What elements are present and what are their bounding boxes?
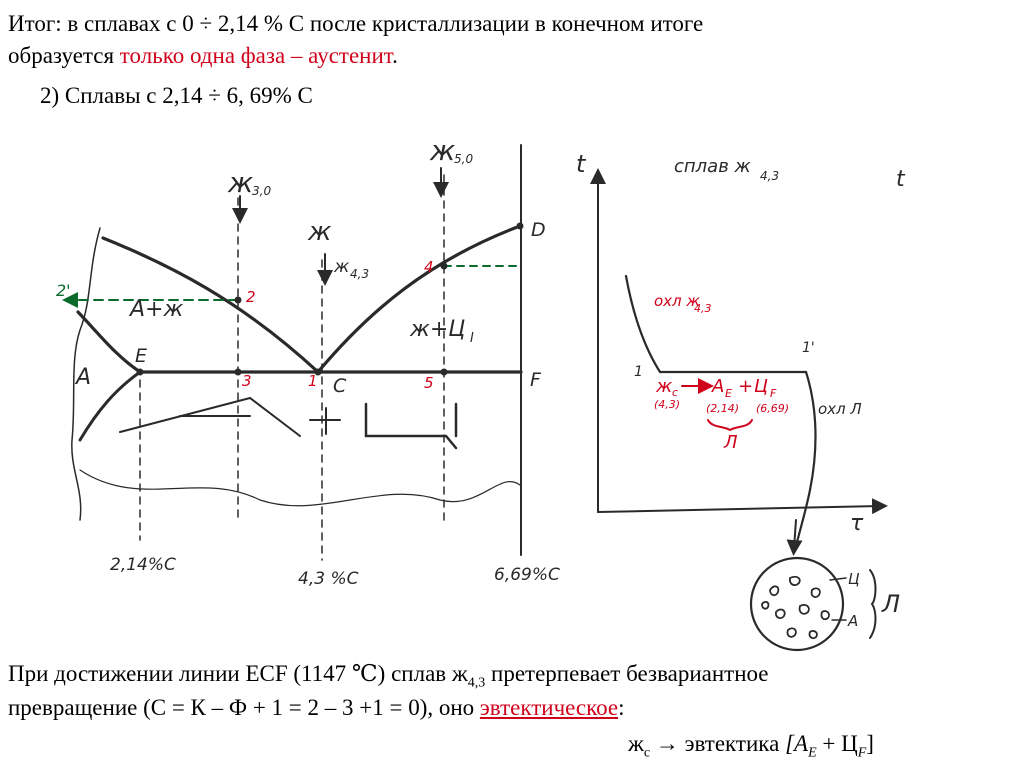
eutectic-term: эвтектическое [479,695,619,720]
footer-line-1: При достижении линии ECF (1147 ℃) сплав $ж_{4,3}$ претерпевает безвариантное [8,661,769,691]
summary-line-1: Итог: в сплавах с 0 ÷ 2,14 % С после кристаллизации в конечном итоге [8,11,704,36]
axis-t-label: t [576,150,586,178]
cooling-solid-label: охл Л [818,400,862,418]
reaction-cementite: Ц [754,376,768,397]
alloy-label-mid: ж [308,217,332,247]
svg-text:4,3: 4,3 [350,267,370,281]
footer-formula: $ж_с$ → эвтектика $[A_E + Ц_F]$ [628,731,874,761]
microstructure-circle [751,558,843,650]
point-2-prime: 2' [56,281,71,300]
ledeburite-sketch-triangle [120,398,300,436]
point-A: A [76,365,92,390]
cooling-title: сплав ж [674,156,751,177]
point-D: D [531,219,546,241]
cooling-liquid-label: охл ж [654,292,700,310]
svg-text:(4,3): (4,3) [654,398,681,411]
svg-text:I: I [470,331,474,346]
summary-highlight: только одна фаза – аустенит [119,43,393,68]
footer-line-2: превращение (С = К – Ф + 1 = 2 – 3 +1 = 0), оно эвтектическое: [8,695,625,720]
svg-text:3,0: 3,0 [252,184,272,198]
micro-label-cementite: Ц [848,570,860,588]
point-F: F [530,369,541,391]
section-heading: 2) Сплавы с 2,14 ÷ 6, 69% C [40,83,313,108]
point-C: C [333,375,347,397]
svg-text:E: E [725,387,732,400]
region-austenite-liquid: A+ж [130,297,184,322]
reaction-liquid: ж [656,376,673,397]
summary-line-2-prefix: образуется [8,43,120,68]
axis-tau-label: τ [850,511,864,536]
reaction-austenite: A [712,376,725,397]
summary-line-2-suffix: . [392,43,398,68]
composition-4-3: 4,3 %C [298,569,359,589]
micro-label-ledeburite: Л [882,590,901,618]
axis-t-right-label: t [896,167,905,192]
svg-text:4,3: 4,3 [694,302,712,315]
cooling-point-1: 1 [634,364,643,380]
point-3: 3 [242,372,252,390]
alloy-label-5: ж [430,134,456,167]
bottom-border [80,470,520,506]
svg-text:F: F [770,387,777,400]
point-1: 1 [308,372,318,390]
liquidus-right [318,226,520,372]
alloy-label-4-3: ж [334,257,350,277]
point-2: 2 [246,288,256,306]
svg-text:5,0: 5,0 [454,152,474,166]
point-4: 4 [424,258,434,276]
svg-text:(2,14): (2,14) [706,402,740,415]
cooling-point-1-prime: 1' [802,340,815,356]
composition-2-14: 2,14%C [110,555,176,575]
cooling-curve-labels [576,150,906,630]
svg-text:c: c [672,386,679,399]
point-5: 5 [424,374,434,392]
composition-6-69: 6,69%C [494,565,560,585]
micro-label-austenite: A [848,612,859,630]
ledeburite-label: Л [724,432,738,453]
svg-text:+: + [738,376,754,397]
svg-text:(6,69): (6,69) [756,402,790,415]
alloy-label-3: ж [228,166,254,199]
region-liquid-cementite: ж+Ц [410,317,466,342]
ledeburite-sketch-bracket [366,404,456,448]
point-E: E [135,345,148,367]
tau-axis [598,506,880,512]
svg-text:4,3: 4,3 [760,169,780,183]
